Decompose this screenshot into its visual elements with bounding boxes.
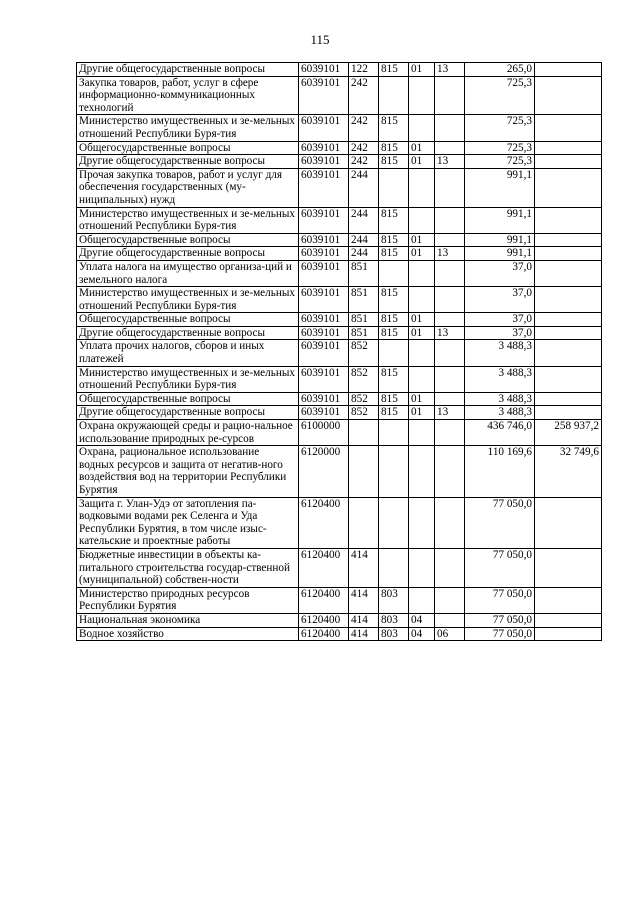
amount-federal: 32 749,6 <box>535 446 602 497</box>
item-name: Уплата налога на имущество организа-ций и земельного налога <box>77 260 299 286</box>
ministry-code: 815 <box>379 115 409 141</box>
section-code <box>409 420 435 446</box>
amount-federal <box>535 247 602 261</box>
table-row <box>77 406 602 420</box>
target-article-code: 6039101 <box>299 260 349 286</box>
subsection-code <box>435 392 465 406</box>
amount-federal <box>535 587 602 613</box>
section-code <box>409 340 435 366</box>
amount-total: 991,1 <box>465 233 535 247</box>
ministry-code <box>379 446 409 497</box>
page-number: 115 <box>310 32 330 47</box>
ministry-code: 815 <box>379 287 409 313</box>
subsection-code <box>435 141 465 155</box>
amount-federal <box>535 168 602 207</box>
item-name: Национальная экономика <box>77 613 299 627</box>
table-row <box>77 207 602 233</box>
expense-type-code: 414 <box>349 587 379 613</box>
subsection-code: 13 <box>435 63 465 77</box>
ministry-code <box>379 168 409 207</box>
subsection-code: 13 <box>435 247 465 261</box>
amount-total: 3 488,3 <box>465 340 535 366</box>
ministry-code: 815 <box>379 406 409 420</box>
amount-total: 991,1 <box>465 207 535 233</box>
item-name: Министерство имущественных и зе-мельных отношений Республики Буря-тия <box>77 207 299 233</box>
table-row <box>77 168 602 207</box>
section-code <box>409 207 435 233</box>
target-article-code: 6039101 <box>299 115 349 141</box>
amount-federal <box>535 115 602 141</box>
target-article-code: 6039101 <box>299 392 349 406</box>
ministry-code <box>379 420 409 446</box>
expense-type-code: 242 <box>349 141 379 155</box>
table-row <box>77 155 602 169</box>
table-body <box>77 63 602 641</box>
item-name: Уплата прочих налогов, сборов и иных платежей <box>77 340 299 366</box>
subsection-code: 06 <box>435 627 465 641</box>
expense-type-code: 244 <box>349 233 379 247</box>
item-name: Общегосударственные вопросы <box>77 233 299 247</box>
amount-federal <box>535 287 602 313</box>
ministry-code <box>379 76 409 115</box>
expense-type-code: 244 <box>349 207 379 233</box>
expense-type-code: 242 <box>349 115 379 141</box>
item-name: Охрана, рациональное использование водных ресурсов и защита от негатив-ного воздействия вод на территории Республики Бурятия <box>77 446 299 497</box>
target-article-code: 6120400 <box>299 627 349 641</box>
table-row <box>77 247 602 261</box>
amount-total: 725,3 <box>465 141 535 155</box>
subsection-code <box>435 366 465 392</box>
expense-type-code <box>349 420 379 446</box>
section-code: 01 <box>409 326 435 340</box>
amount-federal <box>535 406 602 420</box>
subsection-code <box>435 340 465 366</box>
amount-total: 991,1 <box>465 168 535 207</box>
table-row <box>77 141 602 155</box>
section-code: 01 <box>409 406 435 420</box>
expense-type-code: 122 <box>349 63 379 77</box>
ministry-code <box>379 260 409 286</box>
item-name: Другие общегосударственные вопросы <box>77 326 299 340</box>
subsection-code <box>435 233 465 247</box>
amount-federal <box>535 63 602 77</box>
amount-federal <box>535 548 602 587</box>
expense-type-code: 244 <box>349 168 379 207</box>
amount-federal <box>535 366 602 392</box>
expense-type-code: 851 <box>349 326 379 340</box>
expense-type-code: 851 <box>349 287 379 313</box>
section-code <box>409 76 435 115</box>
item-name: Другие общегосударственные вопросы <box>77 406 299 420</box>
amount-total: 991,1 <box>465 247 535 261</box>
amount-federal <box>535 155 602 169</box>
section-code <box>409 366 435 392</box>
table-row <box>77 287 602 313</box>
target-article-code: 6039101 <box>299 247 349 261</box>
ministry-code: 803 <box>379 627 409 641</box>
section-code: 01 <box>409 155 435 169</box>
table-row <box>77 366 602 392</box>
amount-total: 436 746,0 <box>465 420 535 446</box>
expense-type-code: 414 <box>349 613 379 627</box>
expense-type-code: 414 <box>349 548 379 587</box>
table-row <box>77 420 602 446</box>
section-code <box>409 587 435 613</box>
target-article-code: 6039101 <box>299 326 349 340</box>
amount-federal <box>535 613 602 627</box>
ministry-code: 815 <box>379 63 409 77</box>
table-row <box>77 446 602 497</box>
amount-total: 3 488,3 <box>465 406 535 420</box>
budget-table <box>76 62 602 641</box>
amount-total: 37,0 <box>465 287 535 313</box>
table-row <box>77 76 602 115</box>
expense-type-code: 852 <box>349 406 379 420</box>
amount-federal <box>535 627 602 641</box>
target-article-code: 6039101 <box>299 155 349 169</box>
target-article-code: 6120400 <box>299 613 349 627</box>
section-code: 04 <box>409 627 435 641</box>
ministry-code <box>379 497 409 548</box>
target-article-code: 6039101 <box>299 340 349 366</box>
amount-federal <box>535 313 602 327</box>
table-row <box>77 627 602 641</box>
target-article-code: 6120400 <box>299 587 349 613</box>
subsection-code <box>435 548 465 587</box>
amount-federal <box>535 392 602 406</box>
item-name: Защита г. Улан-Удэ от затопления па-водковыми водами рек Селенга и Уда Республики Бурятия, в том числе изыс-кательские и проектные работы <box>77 497 299 548</box>
item-name: Закупка товаров, работ, услуг в сфере информационно-коммуникационных технологий <box>77 76 299 115</box>
subsection-code: 13 <box>435 155 465 169</box>
item-name: Водное хозяйство <box>77 627 299 641</box>
ministry-code <box>379 340 409 366</box>
table-row <box>77 260 602 286</box>
subsection-code <box>435 613 465 627</box>
amount-federal <box>535 76 602 115</box>
expense-type-code <box>349 497 379 548</box>
item-name: Другие общегосударственные вопросы <box>77 155 299 169</box>
ministry-code: 815 <box>379 247 409 261</box>
expense-type-code: 242 <box>349 155 379 169</box>
subsection-code <box>435 207 465 233</box>
target-article-code: 6039101 <box>299 406 349 420</box>
table-row <box>77 548 602 587</box>
amount-federal <box>535 497 602 548</box>
section-code: 01 <box>409 392 435 406</box>
table-row <box>77 326 602 340</box>
expense-type-code: 242 <box>349 76 379 115</box>
item-name: Другие общегосударственные вопросы <box>77 63 299 77</box>
table-row <box>77 392 602 406</box>
item-name: Министерство имущественных и зе-мельных отношений Республики Буря-тия <box>77 115 299 141</box>
section-code: 01 <box>409 141 435 155</box>
table-row <box>77 63 602 77</box>
amount-total: 37,0 <box>465 313 535 327</box>
amount-total: 37,0 <box>465 326 535 340</box>
amount-total: 110 169,6 <box>465 446 535 497</box>
target-article-code: 6039101 <box>299 366 349 392</box>
amount-total: 3 488,3 <box>465 366 535 392</box>
table-row <box>77 313 602 327</box>
amount-total: 725,3 <box>465 155 535 169</box>
amount-federal <box>535 207 602 233</box>
expense-type-code: 414 <box>349 627 379 641</box>
ministry-code: 815 <box>379 233 409 247</box>
ministry-code: 815 <box>379 313 409 327</box>
item-name: Прочая закупка товаров, работ и услуг для обеспечения государственных (му-ниципальных) нужд <box>77 168 299 207</box>
table-row <box>77 587 602 613</box>
amount-total: 265,0 <box>465 63 535 77</box>
target-article-code: 6039101 <box>299 207 349 233</box>
section-code <box>409 548 435 587</box>
subsection-code <box>435 497 465 548</box>
table-row <box>77 497 602 548</box>
expense-type-code: 852 <box>349 340 379 366</box>
subsection-code <box>435 420 465 446</box>
target-article-code: 6039101 <box>299 141 349 155</box>
section-code <box>409 497 435 548</box>
expense-type-code: 852 <box>349 392 379 406</box>
section-code: 01 <box>409 63 435 77</box>
section-code <box>409 115 435 141</box>
table-row <box>77 115 602 141</box>
target-article-code: 6100000 <box>299 420 349 446</box>
amount-federal <box>535 260 602 286</box>
item-name: Другие общегосударственные вопросы <box>77 247 299 261</box>
section-code <box>409 168 435 207</box>
target-article-code: 6120400 <box>299 497 349 548</box>
ministry-code: 803 <box>379 587 409 613</box>
target-article-code: 6120000 <box>299 446 349 497</box>
amount-federal <box>535 233 602 247</box>
item-name: Охрана окружающей среды и рацио-нальное использование природных ре-сурсов <box>77 420 299 446</box>
item-name: Министерство имущественных и зе-мельных отношений Республики Буря-тия <box>77 366 299 392</box>
section-code <box>409 446 435 497</box>
subsection-code: 13 <box>435 326 465 340</box>
subsection-code <box>435 168 465 207</box>
ministry-code: 815 <box>379 392 409 406</box>
amount-total: 725,3 <box>465 115 535 141</box>
amount-total: 77 050,0 <box>465 587 535 613</box>
target-article-code: 6039101 <box>299 76 349 115</box>
section-code <box>409 260 435 286</box>
amount-total: 77 050,0 <box>465 627 535 641</box>
amount-federal <box>535 340 602 366</box>
amount-total: 77 050,0 <box>465 548 535 587</box>
target-article-code: 6039101 <box>299 287 349 313</box>
expense-type-code: 851 <box>349 313 379 327</box>
section-code: 01 <box>409 247 435 261</box>
item-name: Общегосударственные вопросы <box>77 313 299 327</box>
table-row <box>77 340 602 366</box>
ministry-code: 815 <box>379 155 409 169</box>
table-row <box>77 613 602 627</box>
ministry-code: 815 <box>379 366 409 392</box>
amount-total: 77 050,0 <box>465 613 535 627</box>
amount-federal <box>535 326 602 340</box>
expense-type-code: 244 <box>349 247 379 261</box>
target-article-code: 6120400 <box>299 548 349 587</box>
target-article-code: 6039101 <box>299 168 349 207</box>
item-name: Министерство имущественных и зе-мельных отношений Республики Буря-тия <box>77 287 299 313</box>
ministry-code <box>379 548 409 587</box>
ministry-code: 815 <box>379 326 409 340</box>
subsection-code <box>435 446 465 497</box>
target-article-code: 6039101 <box>299 313 349 327</box>
amount-total: 725,3 <box>465 76 535 115</box>
section-code: 04 <box>409 613 435 627</box>
ministry-code: 815 <box>379 141 409 155</box>
section-code: 01 <box>409 233 435 247</box>
target-article-code: 6039101 <box>299 63 349 77</box>
item-name: Общегосударственные вопросы <box>77 141 299 155</box>
expense-type-code: 852 <box>349 366 379 392</box>
subsection-code <box>435 76 465 115</box>
table-row <box>77 233 602 247</box>
item-name: Общегосударственные вопросы <box>77 392 299 406</box>
expense-type-code: 851 <box>349 260 379 286</box>
item-name: Министерство природных ресурсов Республики Бурятия <box>77 587 299 613</box>
expense-type-code <box>349 446 379 497</box>
ministry-code: 815 <box>379 207 409 233</box>
ministry-code: 803 <box>379 613 409 627</box>
section-code <box>409 287 435 313</box>
subsection-code: 13 <box>435 406 465 420</box>
subsection-code <box>435 313 465 327</box>
subsection-code <box>435 587 465 613</box>
subsection-code <box>435 115 465 141</box>
amount-total: 37,0 <box>465 260 535 286</box>
amount-total: 3 488,3 <box>465 392 535 406</box>
amount-federal <box>535 141 602 155</box>
subsection-code <box>435 287 465 313</box>
item-name: Бюджетные инвестиции в объекты ка-питального строительства государ-ственной (муниципальной) собствен-ности <box>77 548 299 587</box>
target-article-code: 6039101 <box>299 233 349 247</box>
subsection-code <box>435 260 465 286</box>
amount-federal: 258 937,2 <box>535 420 602 446</box>
amount-total: 77 050,0 <box>465 497 535 548</box>
section-code: 01 <box>409 313 435 327</box>
